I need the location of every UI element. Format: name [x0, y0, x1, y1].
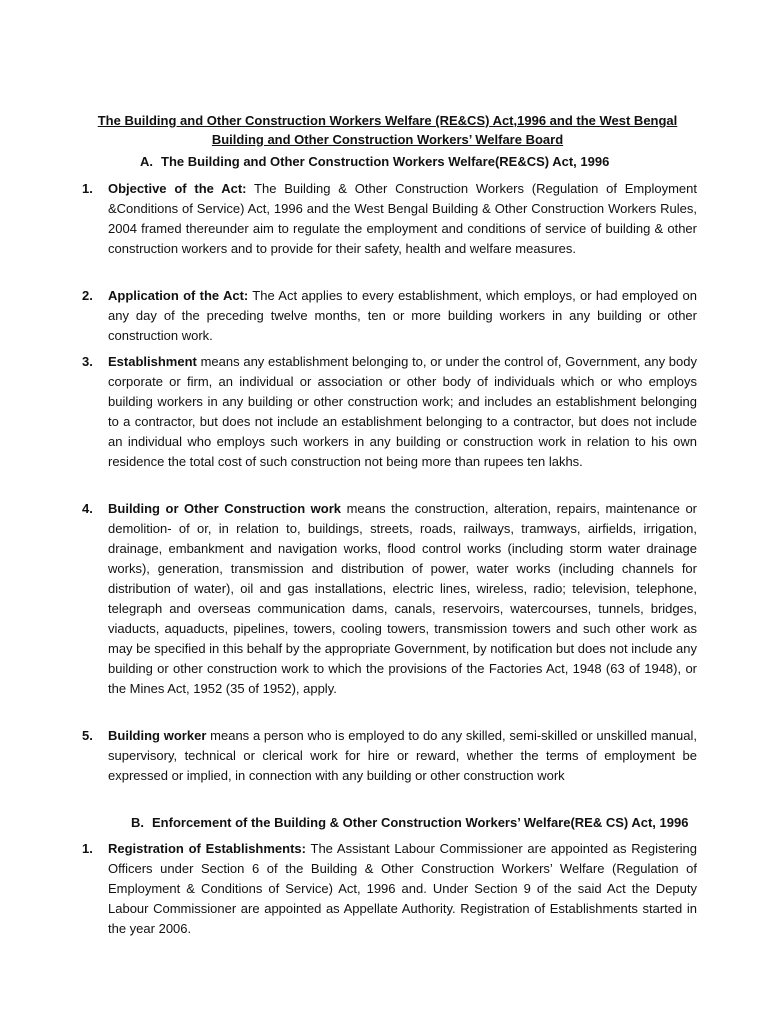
item-body: [108, 839, 697, 939]
section-b-letter: B.: [131, 815, 144, 830]
item-body: [108, 286, 697, 346]
item-term: Registration of Establishments:: [108, 841, 306, 856]
item-body: [108, 499, 697, 699]
section-a-heading-text: The Building and Other Construction Workers Welfare(RE&CS) Act, 1996: [161, 154, 610, 169]
item-term: Objective of the Act:: [108, 181, 247, 196]
list-item-construction-work: [82, 499, 697, 699]
list-item-building-worker: [82, 726, 697, 786]
list-item-registration: [82, 839, 697, 939]
item-text: means the construction, alteration, repairs, maintenance or demolition- of or, in relation to, buildings, streets, roads, railways, tramways, airfields, irrigation, drainage, embankment and navigation works, flood control works (including storm water drainage works), generation, transmission and distribution of power, water works (including channels for distribution of water), oil and gas installations, electric lines, wireless, radio; television, telephone, telegraph and overseas communication dams, canals, reservoirs, watercourses, tunnels, bridges, viaducts, aquaducts, pipelines, towers, cooling towers, transmission towers and such other work as may be specified in this behalf by the appropriate Government, by notification but does not include any building or other construction work to which the provisions of the Factories Act, 1948 (63 of 1948), or the Mines Act, 1952 (35 of 1952), apply.: [108, 501, 697, 696]
item-term: Application of the Act:: [108, 288, 249, 303]
item-text: means any establishment belonging to, or under the control of, Government, any body corporate or firm, an individual or association or other body of individuals which or who employs building workers in any building or other construction work; and includes an establishment belonging to a contractor, but does not include an establishment belonging to a contractor, but does not include an individual who employs such workers in any building or construction work in relation to his own residence the total cost of such construction not being more than rupees ten lakhs.: [108, 354, 697, 469]
document-title-line2: Building and Other Construction Workers’ Welfare Board: [211, 132, 564, 147]
item-body: [108, 352, 697, 472]
list-item-application: [82, 286, 697, 346]
section-a-heading: [140, 152, 609, 171]
item-term: Building worker: [108, 728, 207, 743]
item-number: 5.: [82, 728, 93, 743]
item-body: [108, 726, 697, 786]
item-text: means a person who is employed to do any skilled, semi-skilled or unskilled manual, supervisory, technical or clerical work for hire or reward, whether the terms of employment be expressed or implied, in connection with any building or other construction work: [108, 728, 697, 783]
list-item-establishment: [82, 352, 697, 472]
item-body: [108, 179, 697, 259]
section-b-heading: [131, 813, 688, 832]
item-text: The Act applies to every establishment, which employs, or had employed on any day of the preceding twelve months, ten or more building workers in any building or other construction work.: [108, 288, 697, 343]
item-number: 1.: [82, 181, 93, 196]
item-number: 4.: [82, 501, 93, 516]
item-text: The Building & Other Construction Workers (Regulation of Employment &Conditions of Service) Act, 1996 and the West Bengal Building & Other Construction Workers Rules, 2004 framed thereunder aim to regulate the employment and conditions of service of building & other construction workers and to provide for their safety, health and welfare measures.: [108, 181, 697, 256]
item-term: Establishment: [108, 354, 197, 369]
item-text: The Assistant Labour Commissioner are appointed as Registering Officers under Section 6 of the Building & Other Construction Workers’ Welfare (Regulation of Employment & Conditions of Service) Act, 1996 and. Under Section 9 of the said Act the Deputy Labour Commissioner are appointed as Appellate Authority. Registration of Establishments started in the year 2006.: [108, 841, 697, 936]
list-item-objective: [82, 179, 697, 259]
section-b-heading-text: Enforcement of the Building & Other Construction Workers’ Welfare(RE& CS) Act, 1996: [152, 815, 689, 830]
document-title-line1: The Building and Other Construction Workers Welfare (RE&CS) Act,1996 and the West Bengal: [97, 113, 678, 128]
section-a-letter: A.: [140, 154, 153, 169]
item-number: 3.: [82, 354, 93, 369]
document-title: [80, 111, 695, 149]
item-term: Building or Other Construction work: [108, 501, 342, 516]
item-number: 1.: [82, 841, 93, 856]
item-number: 2.: [82, 288, 93, 303]
